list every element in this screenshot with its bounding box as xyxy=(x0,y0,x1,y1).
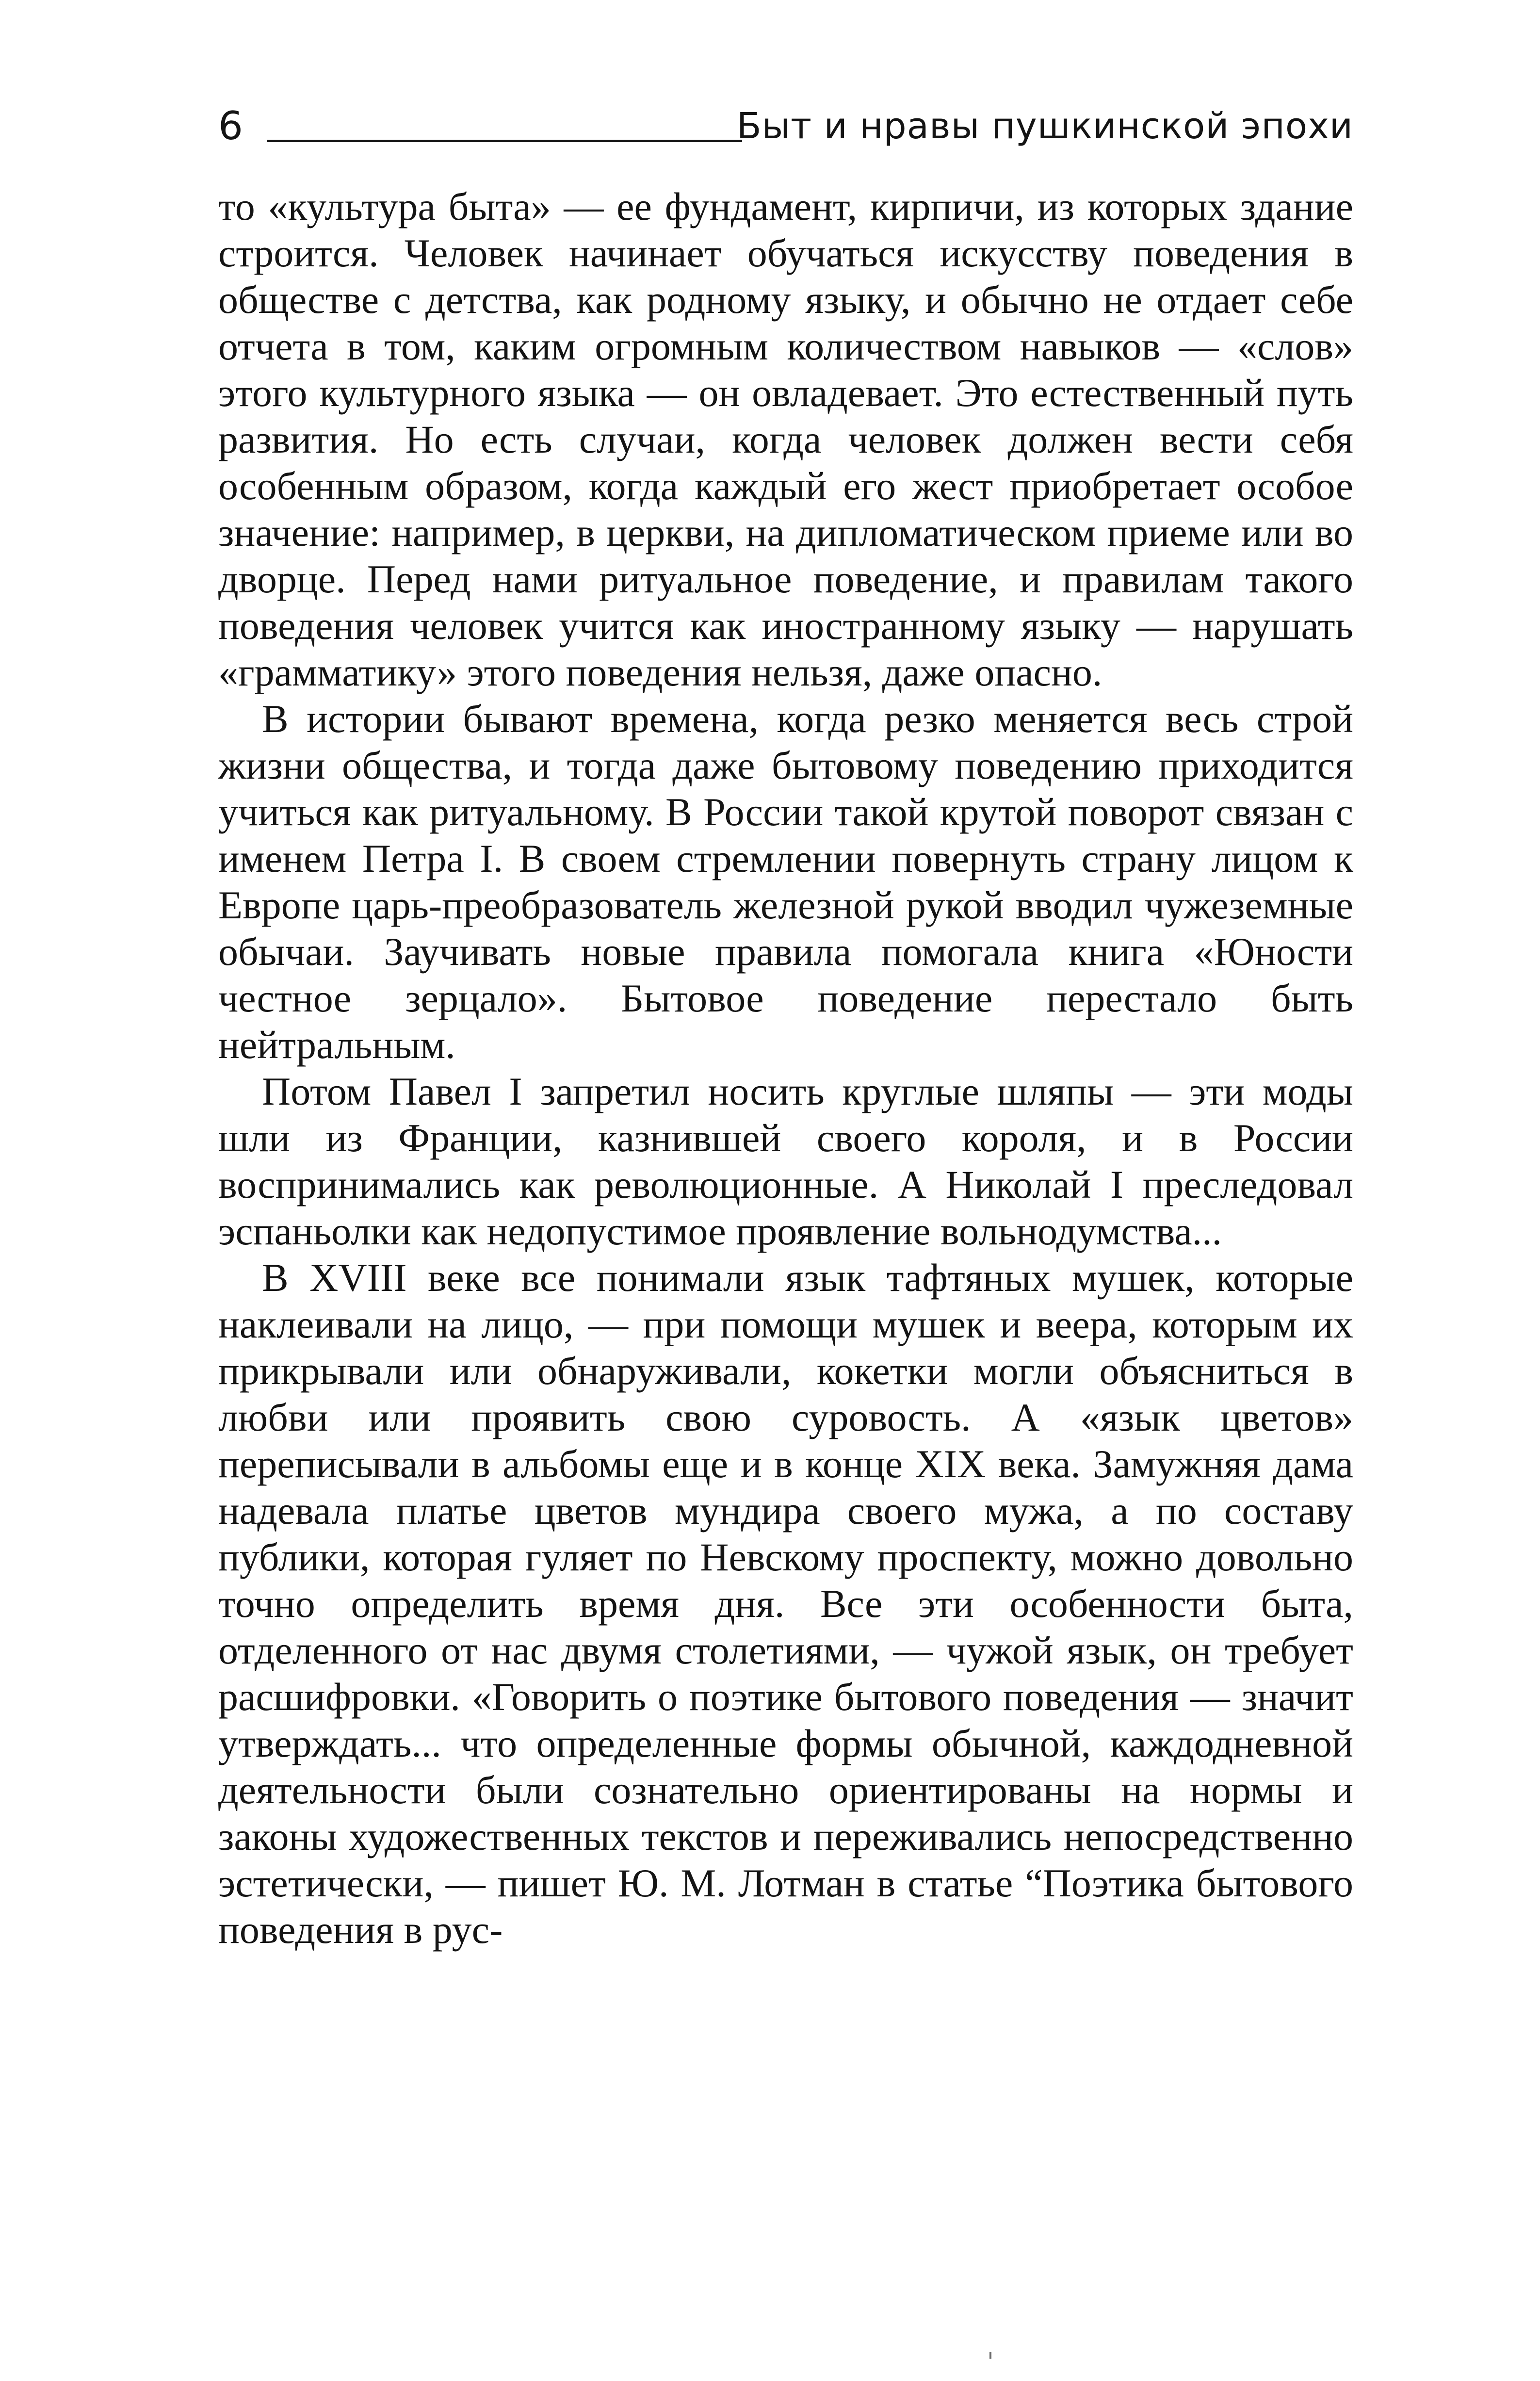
paragraph-4: В XVIII веке все понимали язык тафтяных мушек, которые наклеивали на лицо, — при помощи мушек и веера, которым их прикрывали или обнаруживали, кокетки могли объясниться в любви или проявить свою суровость. А «язык цветов» переписывали в альбомы еще и в конце XIX века. Замужняя дама надевала платье цветов мундира своего мужа, а по составу публики, которая гуляет по Невскому проспекту, можно довольно точно определить время дня. Все эти особенности быта, отделенного от нас двумя столетиями, — чужой язык, он требует расшифровки. «Говорить о поэтике бытового поведения — значит утверждать... что определенные формы обычной, каждодневной деятельности были сознательно ориентированы на нормы и законы художественных текстов и переживались непосредственно эстетически, — пишет Ю. М. Лотман в статье “Поэтика бытового поведения в рус- xyxy=(218,1256,1353,1952)
print-speck xyxy=(989,2352,991,2359)
body-text xyxy=(218,183,1353,1953)
paragraph-3: Потом Павел I запретил носить круглые шляпы — эти моды шли из Франции, казнившей своего короля, и в России воспринимались как революционные. А Николай I преследовал эспаньолки как недопустимое проявление вольнодумства... xyxy=(218,1069,1353,1253)
header-rule xyxy=(267,140,742,142)
paragraph-2: В истории бывают времена, когда резко меняется весь строй жизни общества, и тогда даже бытовому поведению приходится учиться как ритуальному. В России такой крутой поворот связан с именем Петра I. В своем стремлении повернуть страну лицом к Европе царь-преобразователь железной рукой вводил чужеземные обычаи. Заучивать новые правила помогала книга «Юности честное зерцало». Бытовое поведение перестало быть нейтральным. xyxy=(218,697,1353,1067)
paragraph-1: то «культура быта» — ее фундамент, кирпичи, из которых здание строится. Человек начинает обучаться искусству поведения в обществе с детства, как родному языку, и обычно не отдает себе отчета в том, каким огромным количеством навыков — «слов» этого культурного языка — он овладевает. Это естественный путь развития. Но есть случаи, когда человек должен вести себя особенным образом, когда каждый его жест приобретает особое значение: например, в церкви, на дипломатическом приеме или во дворце. Перед нами ритуальное поведение, и правилам такого поведения человек учится как иностранному языку — нарушать «грамматику» этого поведения нельзя, даже опасно. xyxy=(218,184,1353,694)
running-title: Быт и нравы пушкинской эпохи xyxy=(736,105,1353,147)
running-head xyxy=(218,99,1353,153)
page-number: 6 xyxy=(218,103,243,148)
